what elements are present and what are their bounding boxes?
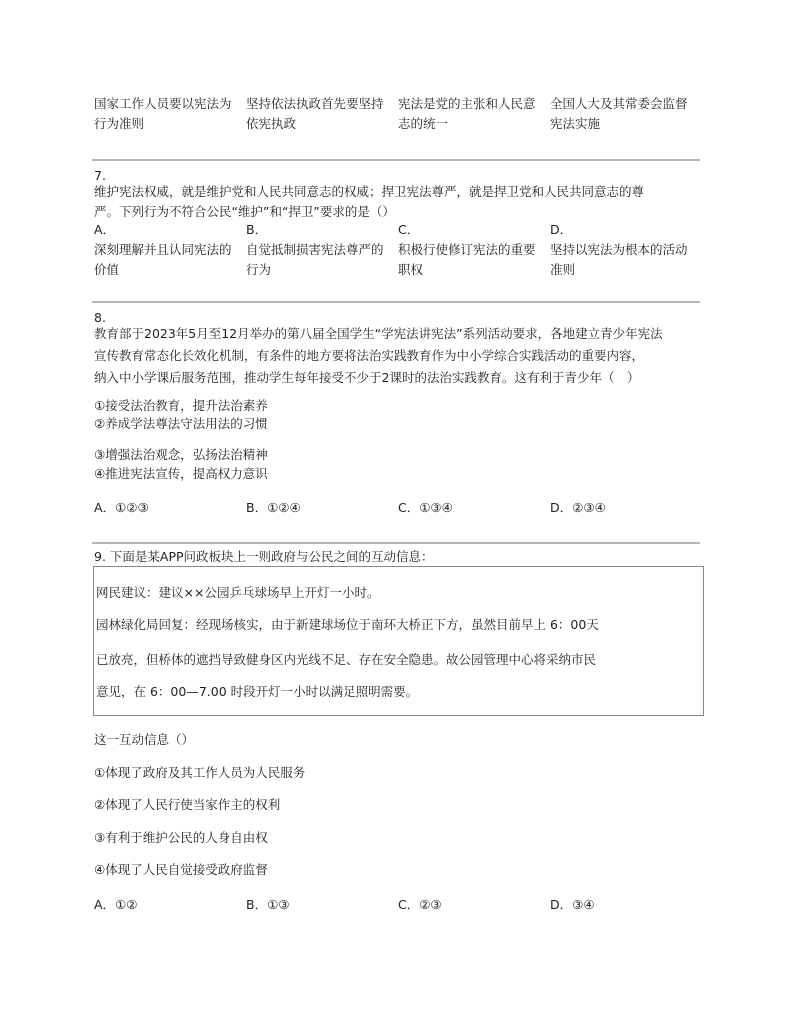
question-stem: 9. 下面是某APP问政板块上一则政府与公民之间的互动信息：: [94, 549, 434, 564]
box-line: 意见，在 6：00—7.00 时段开灯一小时以满足照明需要。: [96, 684, 419, 699]
option-text-line1: 宪法是党的主张和人民意: [398, 96, 536, 111]
divider: [92, 542, 700, 544]
statement-item: ①体现了政府及其工作人员为人民服务: [94, 765, 306, 780]
question-number: 7.: [94, 168, 106, 183]
option-text-line2: 行为准则: [94, 116, 145, 131]
option-text-line2: 宪法实施: [550, 116, 601, 131]
option-letter: D．: [550, 222, 573, 237]
q6-option-c[interactable]: [398, 94, 548, 134]
divider: [92, 159, 700, 161]
choice-b[interactable]: B．①③: [246, 897, 290, 912]
statement-item: ③增强法治观念，弘扬法治精神: [94, 447, 268, 462]
statement-item: ④推进宪法宣传，提高权力意识: [94, 466, 268, 481]
statement-item: ③有利于维护公民的人身自由权: [94, 830, 268, 845]
box-line: 园林绿化局回复：经现场核实，由于新建球场位于南环大桥正下方，虽然目前早上 6：00天: [96, 617, 599, 632]
choice-d[interactable]: D．②③④: [550, 500, 606, 515]
option-letter: A．: [94, 222, 116, 237]
q7-option-a[interactable]: [94, 220, 244, 280]
statement-item: ②养成学法尊法守法用法的习惯: [94, 416, 268, 431]
choice-a[interactable]: A．①②③: [94, 500, 149, 515]
option-text-line1: 坚持依法执政首先要坚持: [246, 96, 384, 111]
q7-option-d[interactable]: [550, 220, 700, 280]
option-text-line1: 坚持以宪法为根本的活动: [550, 242, 688, 257]
choice-c[interactable]: C．①③④: [398, 500, 453, 515]
choice-d[interactable]: D．③④: [550, 897, 595, 912]
divider: [92, 301, 700, 303]
option-text-line2: 准则: [550, 262, 576, 277]
option-text-line1: 自觉抵制损害宪法尊严的: [246, 242, 384, 257]
question-stem-line2: 严。下列行为不符合公民“维护”和“捍卫”要求的是（）: [94, 204, 395, 219]
choice-c[interactable]: C．②③: [398, 897, 442, 912]
question-stem-line3: 纳入中小学课后服务范围，推动学生每年接受不少于2课时的法治实践教育。这有利于青少年（ ）: [94, 370, 640, 385]
option-text-line2: 价值: [94, 262, 120, 277]
choice-a[interactable]: A．①②: [94, 897, 138, 912]
option-text-line2: 志的统一: [398, 116, 449, 131]
option-text-line2: 依宪执政: [246, 116, 297, 131]
option-text-line1: 国家工作人员要以宪法为: [94, 96, 232, 111]
option-text-line1: 积极行使修订宪法的重要: [398, 242, 536, 257]
option-text-line1: 全国人大及其常委会监督: [550, 96, 688, 111]
question-number: 8.: [94, 310, 106, 325]
option-text-line2: 职权: [398, 262, 424, 277]
option-text-line2: 行为: [246, 262, 272, 277]
question-stem-line1: 教育部于2023年5月至12月举办的第八届全国学生“学宪法讲宪法”系列活动要求，各地建立青少年宪法: [94, 326, 663, 341]
choice-b[interactable]: B．①②④: [246, 500, 301, 515]
q7-option-c[interactable]: [398, 220, 548, 280]
option-letter: B．: [246, 222, 268, 237]
question-stem-line2: 宣传教育常态化长效化机制，有条件的地方要将法治实践教育作为中小学综合实践活动的重要内容，: [94, 348, 645, 363]
statement-item: ①接受法治教育，提升法治素养: [94, 398, 268, 413]
option-text-line1: 深刻理解并且认同宪法的: [94, 242, 232, 257]
q6-option-a[interactable]: [94, 94, 244, 134]
statement-item: ④体现了人民自觉接受政府监督: [94, 862, 268, 877]
statement-item: ②体现了人民行使当家作主的权利: [94, 797, 281, 812]
question-stem-line1: 维护宪法权威，就是维护党和人民共同意志的权威；捍卫宪法尊严，就是捍卫党和人民共同意志的尊: [94, 184, 645, 199]
box-line: 已放亮，但桥体的遮挡导致健身区内光线不足、存在安全隐患。故公园管理中心将采纳市民: [96, 652, 597, 667]
interaction-info-box: [93, 566, 704, 716]
question-prompt: 这一互动信息（）: [94, 732, 195, 747]
q6-option-d[interactable]: [550, 94, 700, 134]
option-letter: C．: [398, 222, 420, 237]
q6-option-b[interactable]: [246, 94, 396, 134]
box-line: 网民建议：建议××公园乒乓球场早上开灯一小时。: [96, 585, 380, 600]
q7-option-b[interactable]: [246, 220, 396, 280]
